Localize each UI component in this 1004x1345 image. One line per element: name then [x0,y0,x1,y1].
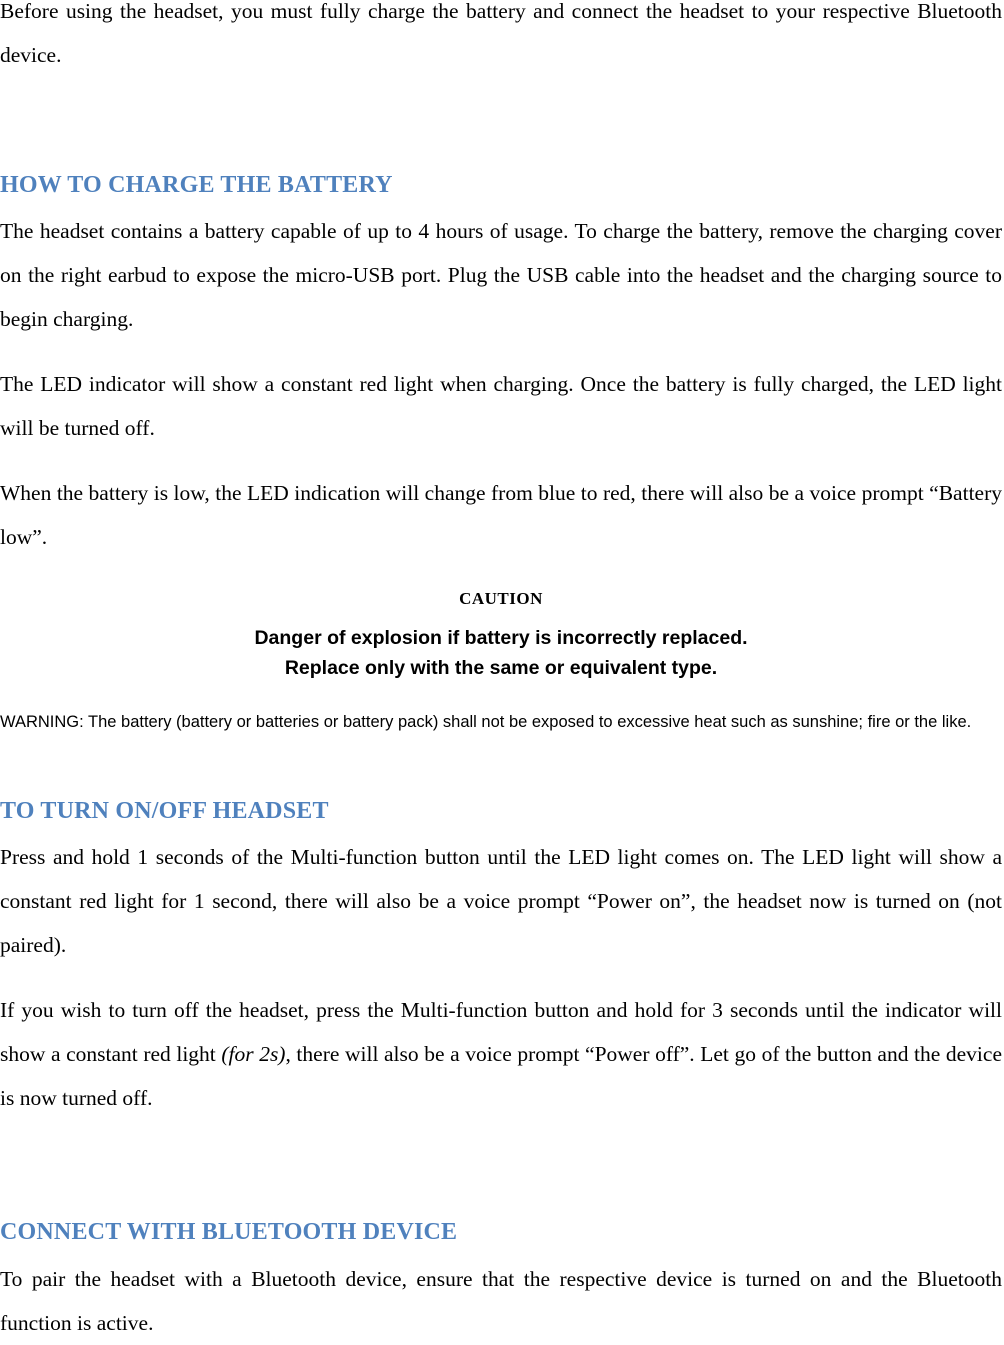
power-paragraph-1: Press and hold 1 seconds of the Multi-function button until the LED light comes on. The LED light will show a constant red light for 1 second, there will also be a voice prompt “Power on”, the headset now is turned on (not paired). [0,845,1002,957]
charge-paragraph-2: The LED indicator will show a constant red light when charging. Once the battery is fully charged, the LED light will be turned off. [0,372,1002,440]
power-paragraph-2-text-b: , there will also be a voice prompt “Power off”. Let go of the button and the device is now turned off. [0,1042,1002,1110]
charge-paragraph-1: The headset contains a battery capable of up to 4 hours of usage. To charge the battery, remove the charging cover on the right earbud to expose the micro-USB port. Plug the USB cable into the headset and the charging source to begin charging. [0,219,1002,331]
charge-battery-heading: HOW TO CHARGE THE BATTERY [0,172,393,198]
intro-paragraph: Before using the headset, you must fully charge the battery and connect the headset to your respective Bluetooth device. [0,0,1002,67]
caution-title: CAUTION [459,589,543,608]
caution-line-1: Danger of explosion if battery is incorrectly replaced. [254,627,748,649]
warning-text: WARNING: The battery (battery or batteries or battery pack) shall not be exposed to excessive heat such as sunshine; fire or the like. [0,713,972,731]
power-heading: TO TURN ON/OFF HEADSET [0,798,329,824]
caution-line-2: Replace only with the same or equivalent type. [284,657,718,679]
power-paragraph-2-text-a: If you wish to turn off the headset, press the Multi-function button and hold for 3 seconds until the indicator will show a constant red light [0,998,1002,1066]
charge-paragraph-3: When the battery is low, the LED indication will change from blue to red, there will also be a voice prompt “Battery low”. [0,481,1002,549]
bluetooth-heading: CONNECT WITH BLUETOOTH DEVICE [0,1219,458,1245]
power-paragraph-2-italic: (for 2s) [221,1042,286,1066]
power-paragraph-2 [0,988,1002,1120]
bluetooth-paragraph-1: To pair the headset with a Bluetooth device, ensure that the respective device is turned on and the Bluetooth function is active. [0,1267,1002,1335]
